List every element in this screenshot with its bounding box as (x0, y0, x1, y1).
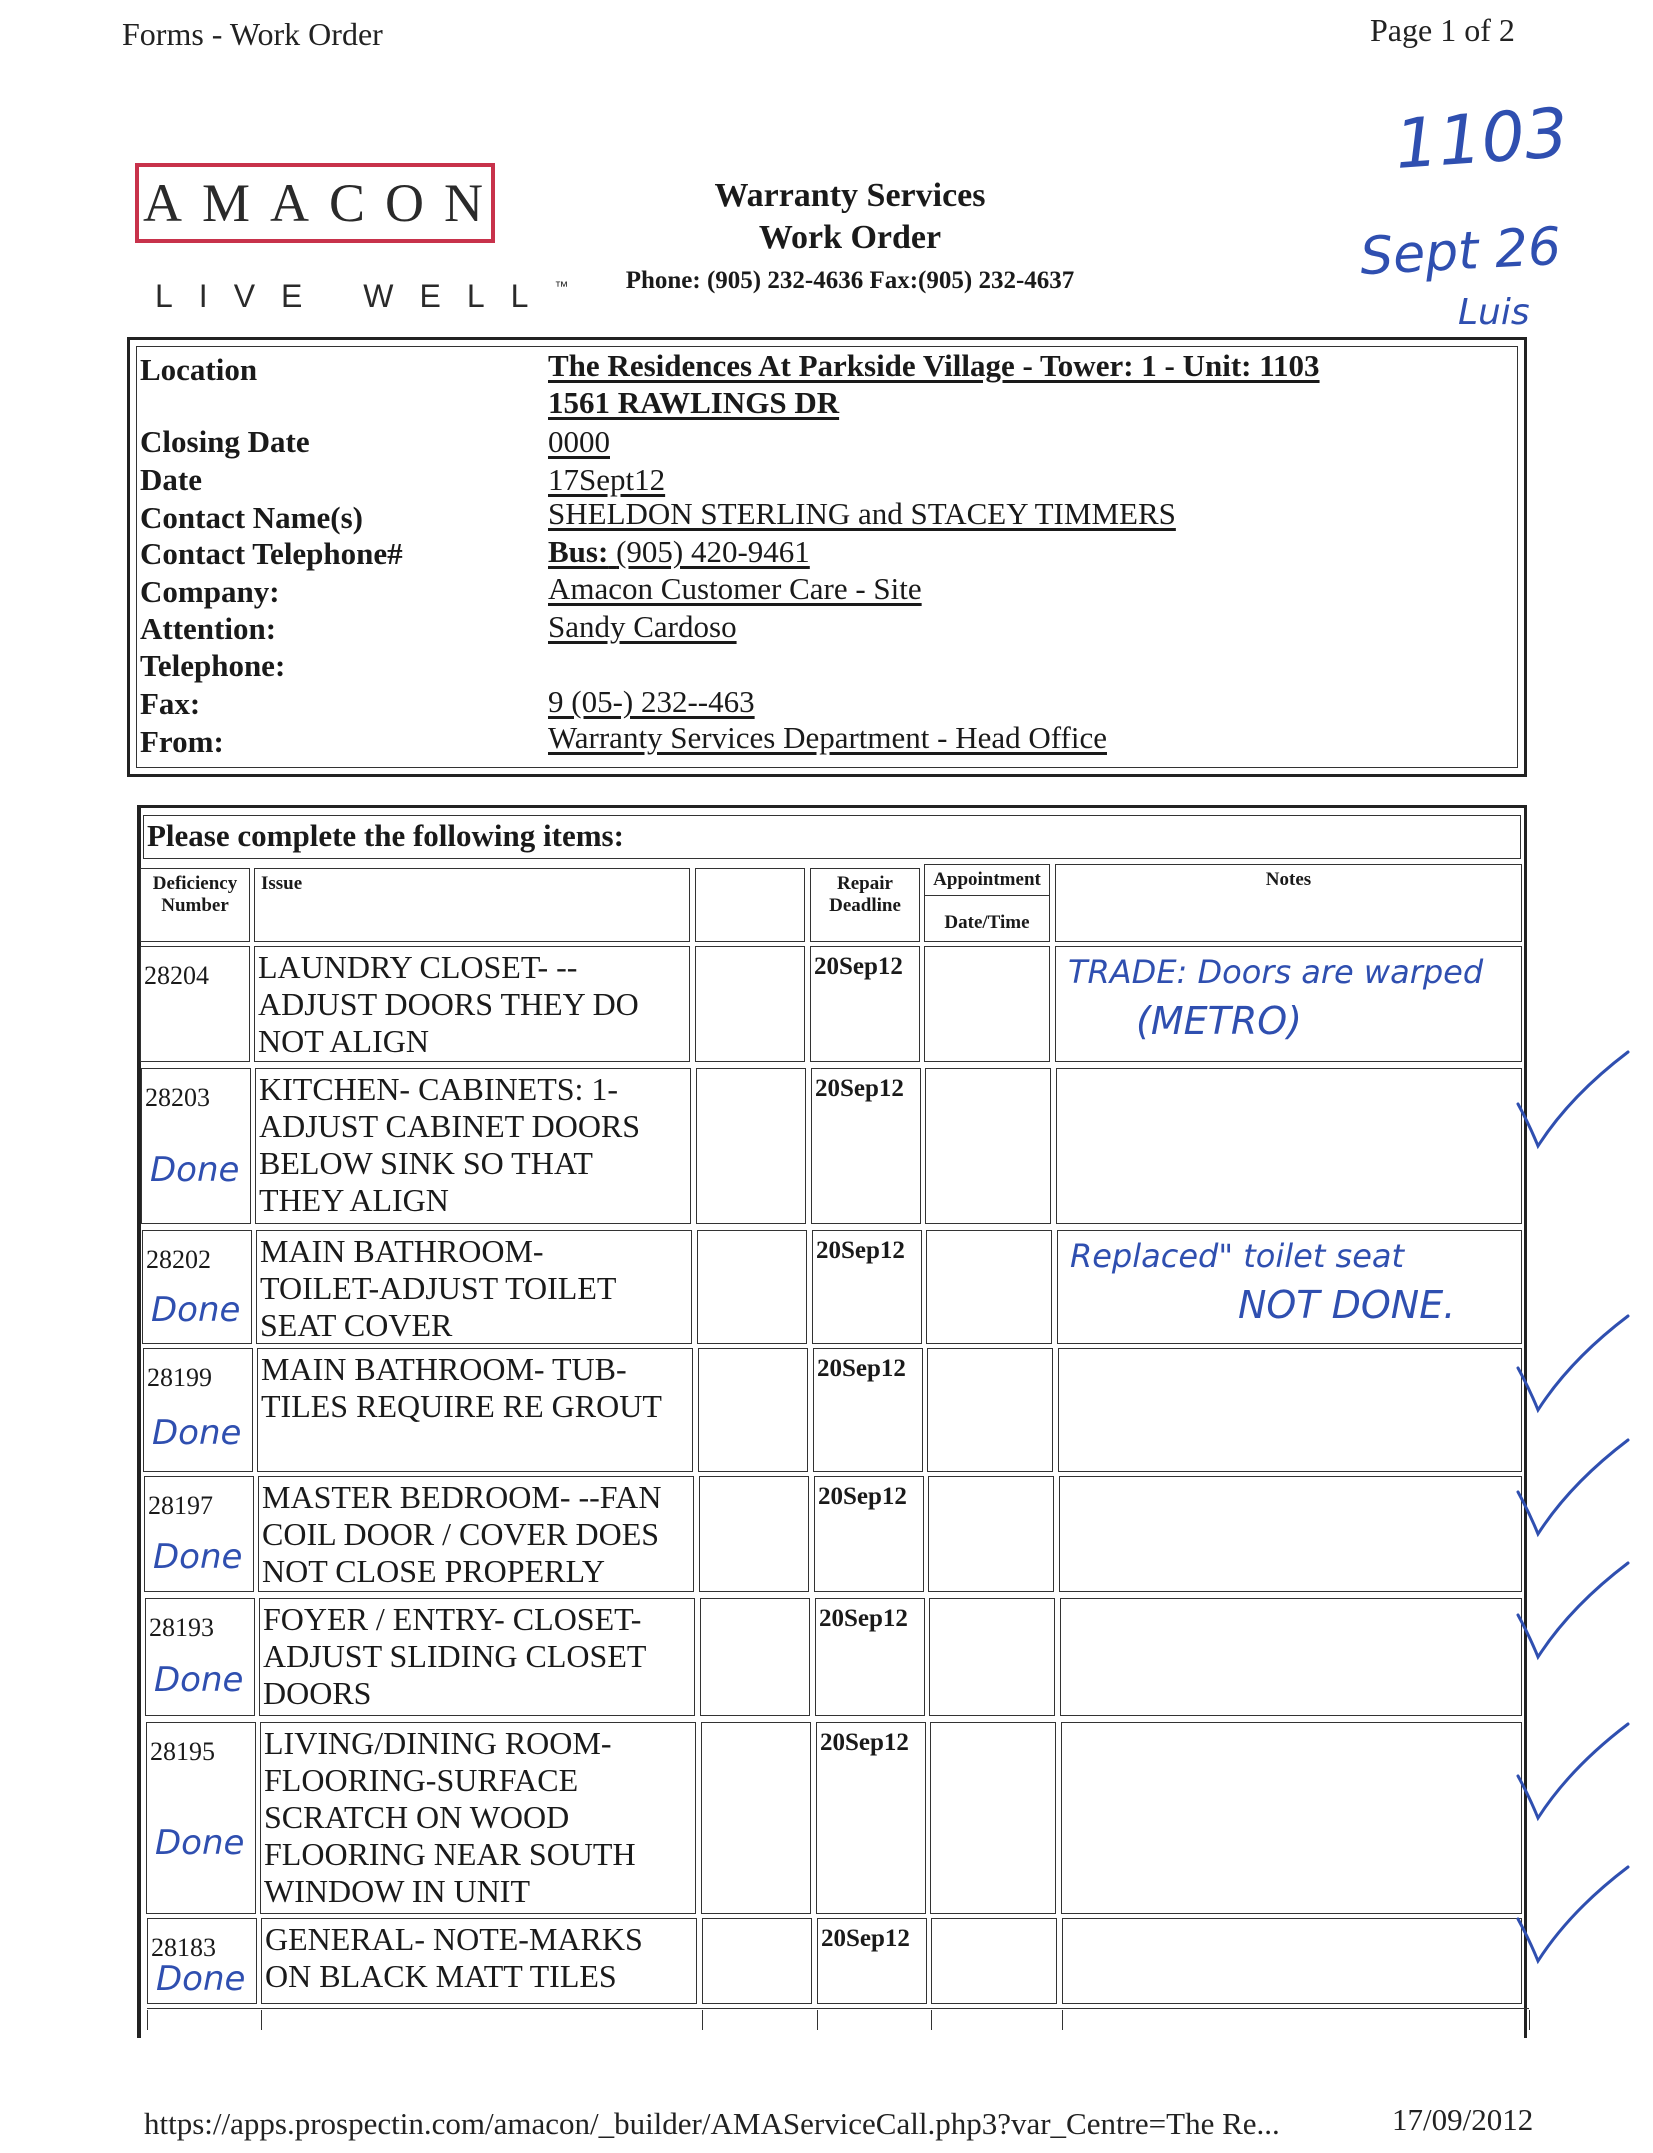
deficiency-number: 28183 (151, 1933, 216, 1962)
row-6-cell-nts (1060, 1598, 1522, 1716)
deficiency-number: 28203 (145, 1083, 210, 1112)
repair-deadline-value: 20Sep12 (817, 1355, 906, 1382)
repair-deadline-value: 20Sep12 (815, 1075, 904, 1102)
row-8-cell-num (147, 1918, 257, 2004)
issue-text: MASTER BEDROOM- --FAN COIL DOOR / COVER DOES NOT CLOSE PROPERLY (262, 1479, 662, 1589)
handwritten-name: Luis (1458, 292, 1530, 333)
row-1-cell-ddl (810, 946, 920, 1062)
value-closing-date: 0000 (548, 424, 610, 459)
table-continuation-top-line (147, 2008, 1529, 2009)
row-4-cell-num (143, 1348, 253, 1472)
row-2-cell-blk (696, 1068, 806, 1224)
row-6-cell-iss (259, 1598, 695, 1716)
header-notes-text: Notes (1265, 869, 1312, 890)
table-continuation-line (931, 2010, 932, 2030)
row-2-cell-apt (925, 1068, 1051, 1224)
row-3-cell-iss (256, 1230, 692, 1344)
value-contact-telephone (548, 534, 810, 570)
check-mark-icon (1500, 1434, 1640, 1544)
header-deficiency-number (140, 868, 250, 942)
issue-text: MAIN BATHROOM- TUB- TILES REQUIRE RE GROUT (261, 1351, 662, 1424)
label-contact-telephone: Contact Telephone# (140, 536, 403, 571)
footer-url: https://apps.prospectin.com/amacon/_builder/AMAServiceCall.php3?var_Centre=The Re... (144, 2106, 1280, 2141)
value-attention: Sandy Cardoso (548, 609, 737, 644)
row-3-cell-num (142, 1230, 252, 1344)
row-4-cell-nts (1058, 1348, 1522, 1472)
row-8-cell-apt (931, 1918, 1057, 2004)
items-table-title: Please complete the following items: (143, 815, 1521, 859)
logo-trademark: ™ (554, 278, 569, 294)
label-contact-names: Contact Name(s) (140, 500, 363, 535)
row-1-cell-num (140, 946, 250, 1062)
row-6-cell-num (145, 1598, 255, 1716)
deficiency-number: 28193 (149, 1613, 214, 1642)
issue-text: LAUNDRY CLOSET- -- ADJUST DOORS THEY DO NOT ALIGN (258, 949, 639, 1059)
repair-deadline-value: 20Sep12 (821, 1925, 910, 1952)
table-continuation-line (147, 2010, 148, 2030)
row-8-cell-ddl (817, 1918, 927, 2004)
issue-text: LIVING/DINING ROOM- FLOORING-SURFACE SCRATCH ON WOOD FLOORING NEAR SOUTH WINDOW IN UNIT (264, 1725, 636, 1909)
deficiency-number: 28202 (146, 1245, 211, 1274)
row-2-cell-ddl (811, 1068, 921, 1224)
table-continuation-line (1062, 2010, 1063, 2030)
table-continuation-line (261, 2010, 262, 2030)
row-3-cell-blk (697, 1230, 807, 1344)
handwritten-done-mark: Done (152, 1413, 242, 1453)
header-repair-deadline-text: Repair Deadline (829, 873, 901, 916)
check-mark-icon (1500, 1557, 1640, 1667)
row-1-cell-nts (1055, 946, 1522, 1062)
row-1-cell-iss (254, 946, 690, 1062)
value-from: Warranty Services Department - Head Office (548, 720, 1107, 755)
row-5-cell-nts (1059, 1476, 1522, 1592)
header-deficiency-number-text: Deficiency Number (152, 873, 238, 916)
deficiency-number: 28204 (144, 961, 209, 990)
label-closing-date: Closing Date (140, 424, 310, 459)
row-5-cell-apt (928, 1476, 1054, 1592)
logo-word: AMACON (142, 173, 504, 233)
repair-deadline-value: 20Sep12 (818, 1483, 907, 1510)
row-6-cell-apt (929, 1598, 1055, 1716)
row-6-cell-ddl (815, 1598, 925, 1716)
value-company: Amacon Customer Care - Site (548, 571, 922, 606)
value-contact-names: SHELDON STERLING and STACEY TIMMERS (548, 496, 1176, 531)
header-appointment-text: Appointment (925, 865, 1049, 896)
row-8-cell-iss (261, 1918, 697, 2004)
handwritten-done-mark: Done (150, 1150, 240, 1190)
handwritten-done-mark: Done (155, 1823, 245, 1863)
handwritten-note-line-2: NOT DONE. (1238, 1283, 1456, 1327)
handwritten-done-mark: Done (154, 1660, 244, 1700)
row-5-cell-num (144, 1476, 254, 1592)
row-8-cell-nts (1062, 1918, 1522, 2004)
document-title (560, 175, 1140, 295)
row-4-cell-apt (927, 1348, 1053, 1472)
amacon-logo (135, 163, 504, 243)
row-7-cell-apt (930, 1722, 1056, 1914)
deficiency-number: 28195 (150, 1737, 215, 1766)
logo-tagline-text: LIVE WELL (155, 278, 555, 314)
bus-prefix: Bus: (548, 534, 609, 569)
row-2-cell-nts (1056, 1068, 1522, 1224)
logo-tagline (155, 278, 568, 315)
handwritten-done-mark: Done (151, 1290, 241, 1330)
title-line-1: Warranty Services (714, 177, 986, 214)
row-7-cell-nts (1061, 1722, 1522, 1914)
row-7-cell-blk (701, 1722, 811, 1914)
repair-deadline-value: 20Sep12 (819, 1605, 908, 1632)
table-continuation-line (702, 2010, 703, 2030)
header-issue-text: Issue (261, 873, 303, 894)
row-3-cell-ddl (812, 1230, 922, 1344)
title-line-2: Work Order (758, 219, 942, 256)
row-7-cell-iss (260, 1722, 696, 1914)
header-appointment-sub-text: Date/Time (944, 912, 1030, 933)
row-4-cell-ddl (813, 1348, 923, 1472)
label-company: Company: (140, 574, 280, 609)
row-3-cell-nts (1057, 1230, 1522, 1344)
issue-text: GENERAL- NOTE-MARKS ON BLACK MATT TILES (265, 1921, 643, 1994)
check-mark-icon (1500, 1861, 1640, 1971)
value-fax: 9 (05-) 232--463 (548, 684, 755, 719)
row-4-cell-iss (257, 1348, 693, 1472)
row-7-cell-ddl (816, 1722, 926, 1914)
deficiency-number: 28199 (147, 1363, 212, 1392)
row-4-cell-blk (698, 1348, 808, 1472)
page-number: Page 1 of 2 (1370, 12, 1515, 48)
issue-text: FOYER / ENTRY- CLOSET- ADJUST SLIDING CLOSET DOORS (263, 1601, 647, 1711)
row-8-cell-blk (702, 1918, 812, 2004)
label-telephone: Telephone: (140, 648, 286, 683)
check-mark-icon (1500, 1718, 1640, 1828)
row-5-cell-blk (699, 1476, 809, 1592)
repair-deadline-value: 20Sep12 (814, 953, 903, 980)
row-5-cell-ddl (814, 1476, 924, 1592)
handwritten-done-mark: Done (156, 1959, 246, 1999)
footer-date: 17/09/2012 (1392, 2102, 1534, 2137)
header-issue (254, 868, 690, 942)
row-3-cell-apt (926, 1230, 1052, 1344)
handwritten-unit-number: 1103 (1392, 94, 1571, 185)
handwritten-note-line-2: (METRO) (1136, 999, 1302, 1043)
label-location: Location (140, 352, 258, 387)
value-location-line2: 1561 RAWLINGS DR (548, 385, 840, 420)
row-2-cell-num (141, 1068, 251, 1224)
header-appointment (924, 864, 1050, 942)
label-fax: Fax: (140, 686, 201, 721)
row-7-cell-num (146, 1722, 256, 1914)
issue-text: MAIN BATHROOM- TOILET-ADJUST TOILET SEAT COVER (260, 1233, 617, 1343)
repair-deadline-value: 20Sep12 (816, 1237, 905, 1264)
table-continuation-line (817, 2010, 818, 2030)
form-header-title: Forms - Work Order (122, 16, 383, 52)
handwritten-note: Replaced" toilet seat (1070, 1237, 1405, 1275)
label-date: Date (140, 462, 202, 497)
handwritten-date: Sept 26 (1358, 216, 1563, 288)
issue-text: KITCHEN- CABINETS: 1- ADJUST CABINET DOORS BELOW SINK SO THAT THEY ALIGN (259, 1071, 641, 1218)
row-1-cell-apt (924, 946, 1050, 1062)
handwritten-note: TRADE: Doors are warped (1068, 953, 1484, 991)
header-repair-deadline (810, 868, 920, 942)
row-2-cell-iss (255, 1068, 691, 1224)
check-mark-icon (1500, 1046, 1640, 1156)
handwritten-done-mark: Done (153, 1537, 243, 1577)
row-1-cell-blk (695, 946, 805, 1062)
table-continuation-line (1529, 2010, 1530, 2030)
value-location-line1: The Residences At Parkside Village - Tower: 1 - Unit: 1103 (548, 348, 1320, 383)
repair-deadline-value: 20Sep12 (820, 1729, 909, 1756)
label-from: From: (140, 724, 224, 759)
check-mark-icon (1500, 1310, 1640, 1420)
row-6-cell-blk (700, 1598, 810, 1716)
value-date: 17Sept12 (548, 462, 666, 497)
header-blank (695, 868, 805, 942)
row-5-cell-iss (258, 1476, 694, 1592)
header-notes (1055, 864, 1522, 942)
label-attention: Attention: (140, 611, 277, 646)
bus-phone-number: (905) 420-9461 (616, 534, 810, 569)
phone-fax-line: Phone: (905) 232-4636 Fax:(905) 232-4637 (625, 267, 1075, 294)
deficiency-number: 28197 (148, 1491, 213, 1520)
